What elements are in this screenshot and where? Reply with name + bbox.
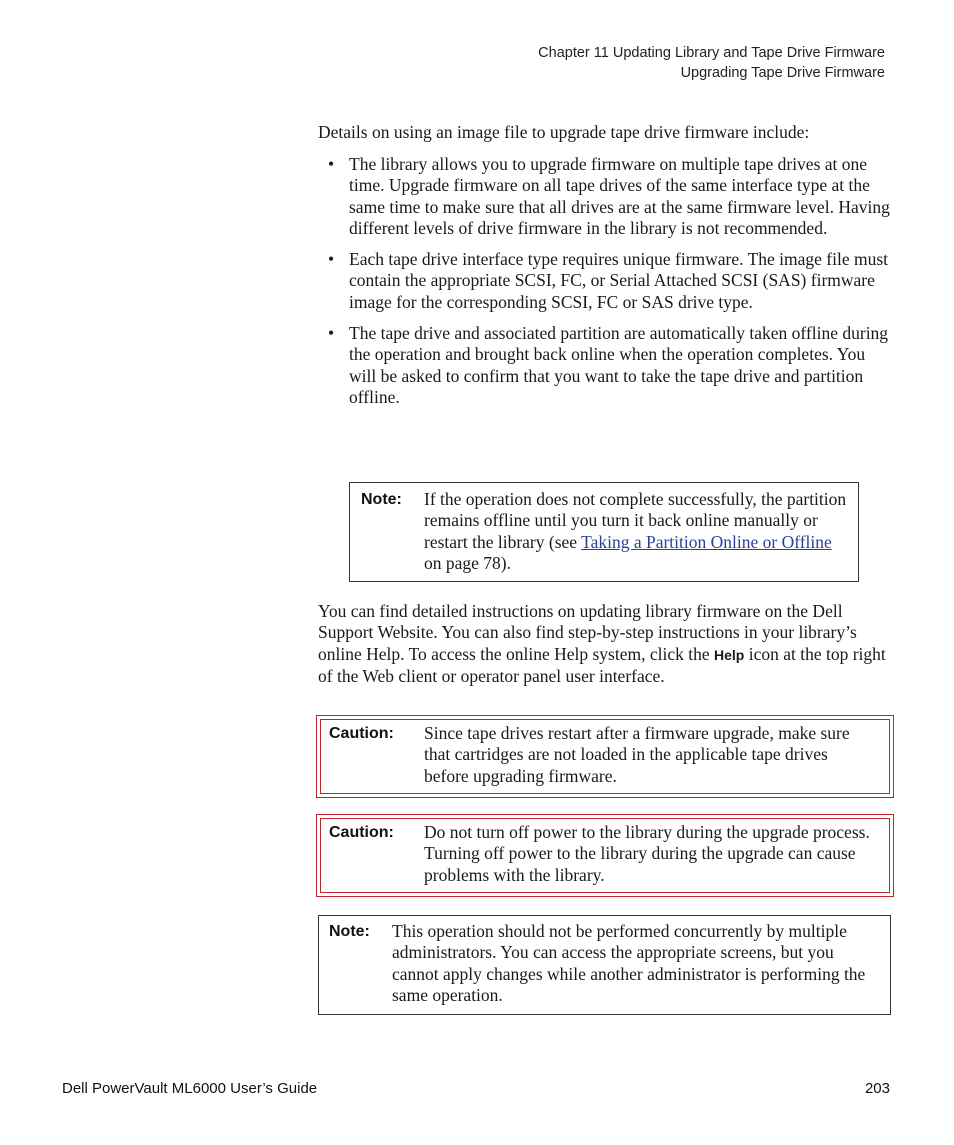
page-number: 203 <box>864 1080 890 1097</box>
help-paragraph: You can find detailed instructions on updating library firmware on the Dell Support Website. You can also find step-by-step instructions in your library’s online Help. To access the online Help system, click the Help icon at the top right of the Web client or operator panel user interface. <box>318 601 886 686</box>
list-item <box>318 154 893 239</box>
caution-box <box>316 814 894 897</box>
bullet-text: The tape drive and associated partition are automatically taken offline during the operation and brought back online when the operation completes. You will be asked to confirm that you want to take the tape drive and partition offline. <box>349 323 889 407</box>
header-section: Upgrading Tape Drive Firmware <box>680 65 885 81</box>
cross-reference-link[interactable]: Taking a Partition Online or Offline <box>581 531 832 552</box>
bullet-text: The library allows you to upgrade firmware on multiple tape drives at one time. Upgrade firmware on all tape drives of the same interface type at the same time to make sure that all drives are at the same firmware level. Having different levels of drive firmware in the library is not recommended. <box>349 154 890 238</box>
running-header <box>538 43 885 83</box>
note-text: If the operation does not complete successfully, the partition remains offline until you turn it back online manually or restart the library (see Taking a Partition Online or Offline on page 78). <box>424 489 847 573</box>
list-item <box>318 249 893 313</box>
caution-label: Caution: <box>329 824 394 841</box>
note-box <box>349 482 859 582</box>
bullet-list <box>318 154 893 418</box>
caution-text: Do not turn off power to the library during the upgrade process. Turning off power to the library during the upgrade can cause problems with the library. <box>424 822 870 885</box>
bullet-symbol: • <box>328 249 335 270</box>
header-chapter: Chapter 11 Updating Library and Tape Drive Firmware <box>538 45 885 61</box>
caution-box <box>316 715 894 798</box>
bullet-symbol: • <box>328 323 335 344</box>
note-box <box>318 915 891 1015</box>
footer-title: Dell PowerVault ML6000 User’s Guide <box>62 1080 318 1097</box>
note-text: This operation should not be performed concurrently by multiple administrators. You can access the appropriate screens, but you cannot apply changes while another administrator is performing the same operation. <box>392 921 866 1005</box>
caution-text: Since tape drives restart after a firmware upgrade, make sure that cartridges are not loaded in the applicable tape drives before upgrading firmware. <box>424 723 850 786</box>
help-term: Help <box>714 646 745 663</box>
caution-label: Caution: <box>329 725 394 742</box>
intro-paragraph: Details on using an image file to upgrade tape drive firmware include: <box>318 122 810 142</box>
list-item <box>318 323 893 408</box>
bullet-symbol: • <box>328 154 335 174</box>
bullet-text: Each tape drive interface type requires unique firmware. The image file must contain the appropriate SCSI, FC, or Serial Attached SCSI (SAS) firmware image for the corresponding SCSI, FC or SAS drive type. <box>349 249 889 312</box>
note-label: Note: <box>361 491 402 508</box>
note-label: Note: <box>329 923 370 940</box>
